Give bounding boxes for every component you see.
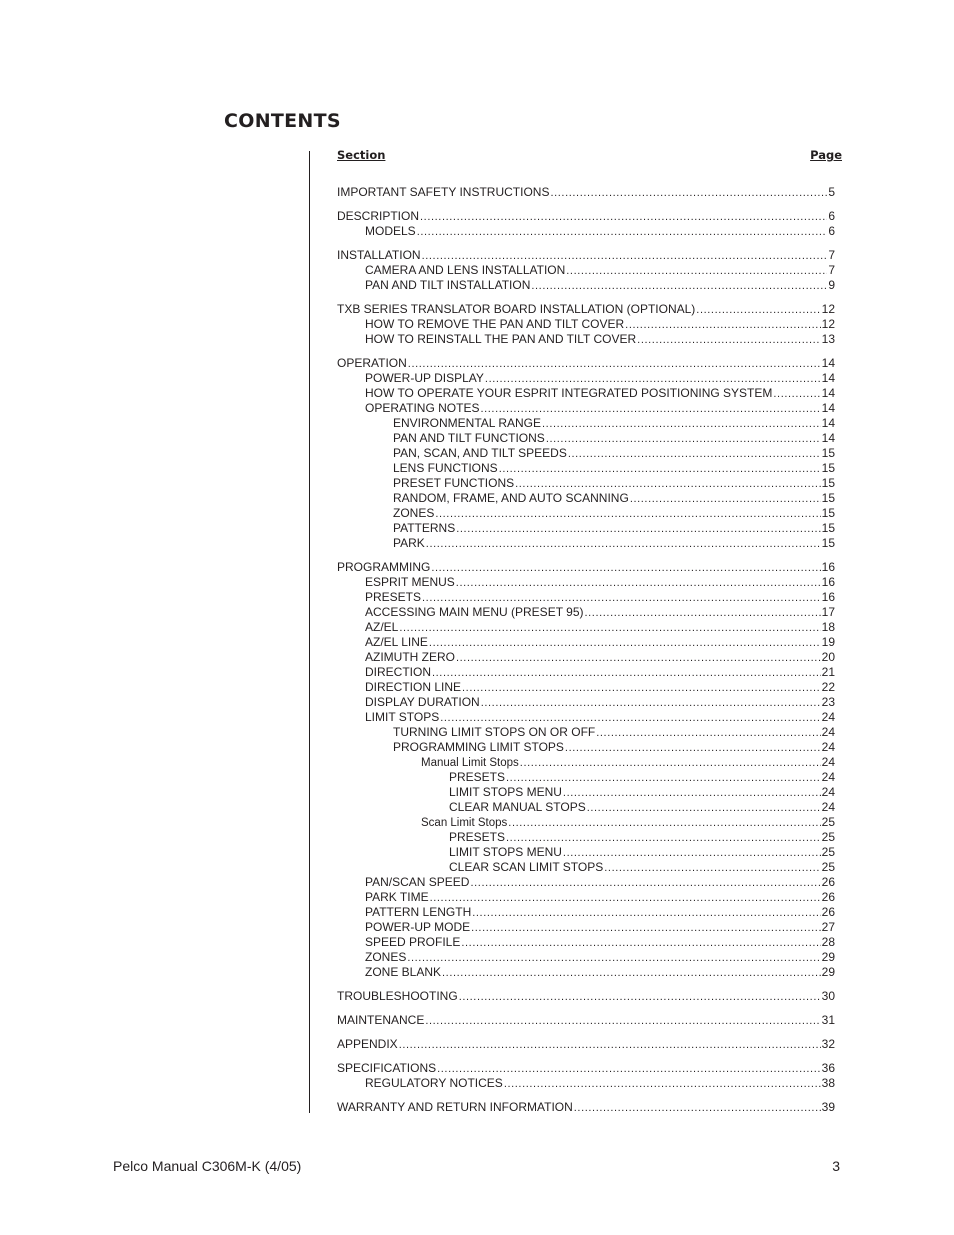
toc-leader-dots bbox=[574, 1100, 821, 1116]
toc-entry bbox=[337, 263, 835, 278]
toc-entry bbox=[337, 620, 835, 635]
toc-entry-page: 27 bbox=[821, 920, 835, 934]
toc-entry-page: 12 bbox=[821, 302, 835, 316]
toc-leader-dots bbox=[504, 1076, 821, 1092]
toc-entry-title: ZONES bbox=[393, 506, 435, 520]
toc-leader-dots bbox=[584, 605, 820, 621]
toc-entry-page: 19 bbox=[821, 635, 835, 649]
toc-entry-title: AZ/EL LINE bbox=[365, 635, 428, 649]
toc-entry bbox=[337, 785, 835, 800]
table-of-contents bbox=[337, 185, 835, 1115]
toc-leader-dots bbox=[422, 590, 821, 606]
toc-entry-title: DIRECTION LINE bbox=[365, 680, 462, 694]
toc-entry-title: DIRECTION bbox=[365, 665, 431, 679]
toc-entry bbox=[337, 710, 835, 725]
toc-leader-dots bbox=[508, 815, 820, 831]
toc-entry-title: REGULATORY NOTICES bbox=[365, 1076, 503, 1090]
toc-entry-page: 25 bbox=[821, 815, 835, 829]
toc-entry-title: LIMIT STOPS MENU bbox=[449, 845, 562, 859]
toc-entry-page: 12 bbox=[821, 317, 835, 331]
toc-entry bbox=[337, 770, 835, 785]
toc-entry-page: 25 bbox=[821, 860, 835, 874]
toc-entry bbox=[337, 560, 835, 575]
toc-entry-page: 24 bbox=[821, 770, 835, 784]
toc-entry bbox=[337, 1076, 835, 1091]
toc-leader-dots bbox=[459, 989, 821, 1005]
toc-leader-dots bbox=[407, 950, 820, 966]
toc-leader-dots bbox=[625, 317, 820, 333]
toc-entry bbox=[337, 371, 835, 386]
toc-entry-page: 20 bbox=[821, 650, 835, 664]
toc-entry bbox=[337, 755, 835, 770]
toc-entry bbox=[337, 431, 835, 446]
toc-entry-page: 15 bbox=[821, 506, 835, 520]
toc-entry bbox=[337, 461, 835, 476]
toc-entry-title: HOW TO OPERATE YOUR ESPRIT INTEGRATED POSITIONING SYSTEM bbox=[365, 386, 773, 400]
toc-leader-dots bbox=[563, 845, 821, 861]
toc-leader-dots bbox=[696, 302, 820, 318]
toc-entry-title: AZIMUTH ZERO bbox=[365, 650, 455, 664]
toc-entry-page: 21 bbox=[821, 665, 835, 679]
toc-entry-page: 14 bbox=[821, 371, 835, 385]
toc-entry bbox=[337, 680, 835, 695]
page-column-header: Page bbox=[810, 148, 842, 162]
toc-entry bbox=[337, 695, 835, 710]
page-title: CONTENTS bbox=[224, 110, 341, 132]
toc-entry-page: 16 bbox=[821, 590, 835, 604]
toc-entry-page: 6 bbox=[828, 209, 835, 223]
toc-leader-dots bbox=[442, 965, 821, 981]
toc-entry-page: 26 bbox=[821, 905, 835, 919]
toc-entry-page: 28 bbox=[821, 935, 835, 949]
toc-entry bbox=[337, 401, 835, 416]
toc-entry bbox=[337, 1100, 835, 1115]
toc-entry-page: 14 bbox=[821, 386, 835, 400]
toc-entry-page: 7 bbox=[828, 248, 835, 262]
toc-entry-page: 15 bbox=[821, 491, 835, 505]
toc-entry-title: ZONES bbox=[365, 950, 407, 964]
toc-leader-dots bbox=[431, 560, 820, 576]
toc-entry-title: PATTERNS bbox=[393, 521, 456, 535]
toc-entry-page: 24 bbox=[821, 710, 835, 724]
toc-entry bbox=[337, 248, 835, 263]
toc-leader-dots bbox=[499, 461, 821, 477]
toc-leader-dots bbox=[604, 860, 820, 876]
toc-entry-page: 15 bbox=[821, 461, 835, 475]
toc-leader-dots bbox=[550, 185, 827, 201]
toc-entry bbox=[337, 860, 835, 875]
toc-entry-title: PRESET FUNCTIONS bbox=[393, 476, 515, 490]
toc-leader-dots bbox=[437, 1061, 821, 1077]
toc-entry bbox=[337, 356, 835, 371]
toc-entry bbox=[337, 635, 835, 650]
toc-entry-page: 29 bbox=[821, 965, 835, 979]
toc-leader-dots bbox=[399, 1037, 821, 1053]
toc-leader-dots bbox=[506, 830, 821, 846]
toc-entry-page: 24 bbox=[821, 740, 835, 754]
toc-leader-dots bbox=[456, 650, 821, 666]
toc-entry bbox=[337, 1013, 835, 1028]
toc-entry-page: 14 bbox=[821, 431, 835, 445]
toc-entry-title: PROGRAMMING bbox=[337, 560, 431, 574]
toc-leader-dots bbox=[542, 416, 821, 432]
toc-leader-dots bbox=[520, 755, 821, 771]
toc-entry-page: 24 bbox=[821, 725, 835, 739]
toc-entry bbox=[337, 416, 835, 431]
toc-entry bbox=[337, 317, 835, 332]
toc-entry bbox=[337, 521, 835, 536]
toc-entry-title: PARK TIME bbox=[365, 890, 429, 904]
toc-entry bbox=[337, 302, 835, 317]
toc-entry bbox=[337, 725, 835, 740]
toc-entry-page: 25 bbox=[821, 845, 835, 859]
toc-entry-page: 15 bbox=[821, 476, 835, 490]
toc-entry bbox=[337, 209, 835, 224]
toc-entry-page: 18 bbox=[821, 620, 835, 634]
toc-entry bbox=[337, 491, 835, 506]
toc-leader-dots bbox=[565, 740, 821, 756]
footer-manual-title: Pelco Manual C306M-K (4/05) bbox=[113, 1158, 302, 1174]
toc-entry-page: 32 bbox=[821, 1037, 835, 1051]
toc-leader-dots bbox=[456, 521, 820, 537]
toc-leader-dots bbox=[596, 725, 820, 741]
toc-leader-dots bbox=[485, 371, 821, 387]
toc-entry bbox=[337, 446, 835, 461]
toc-entry bbox=[337, 905, 835, 920]
toc-entry-title: PROGRAMMING LIMIT STOPS bbox=[393, 740, 564, 754]
toc-entry-title: ENVIRONMENTAL RANGE bbox=[393, 416, 542, 430]
toc-entry bbox=[337, 950, 835, 965]
toc-entry-title: AZ/EL bbox=[365, 620, 399, 634]
toc-entry-title: SPECIFICATIONS bbox=[337, 1061, 437, 1075]
toc-leader-dots bbox=[630, 491, 821, 507]
toc-entry-title: PRESETS bbox=[365, 590, 422, 604]
toc-leader-dots bbox=[430, 890, 821, 906]
toc-entry bbox=[337, 740, 835, 755]
toc-entry-page: 24 bbox=[821, 800, 835, 814]
toc-entry-title: Scan Limit Stops bbox=[421, 817, 508, 829]
toc-entry bbox=[337, 989, 835, 1004]
toc-entry-page: 26 bbox=[821, 875, 835, 889]
toc-leader-dots bbox=[432, 665, 821, 681]
toc-entry-page: 7 bbox=[828, 263, 835, 277]
toc-leader-dots bbox=[435, 506, 820, 522]
toc-leader-dots bbox=[470, 875, 820, 891]
toc-entry bbox=[337, 830, 835, 845]
toc-entry bbox=[337, 935, 835, 950]
toc-entry bbox=[337, 476, 835, 491]
toc-leader-dots bbox=[531, 278, 827, 294]
toc-entry-page: 23 bbox=[821, 695, 835, 709]
toc-entry-title: HOW TO REMOVE THE PAN AND TILT COVER bbox=[365, 317, 625, 331]
toc-entry-page: 15 bbox=[821, 536, 835, 550]
toc-entry-title: APPENDIX bbox=[337, 1037, 398, 1051]
toc-entry-title: WARRANTY AND RETURN INFORMATION bbox=[337, 1100, 573, 1114]
toc-entry-title: ACCESSING MAIN MENU (PRESET 95) bbox=[365, 605, 584, 619]
toc-entry-page: 16 bbox=[821, 575, 835, 589]
toc-entry bbox=[337, 650, 835, 665]
toc-entry bbox=[337, 332, 835, 347]
toc-entry bbox=[337, 386, 835, 401]
toc-entry-title: TURNING LIMIT STOPS ON OR OFF bbox=[393, 725, 596, 739]
toc-entry bbox=[337, 506, 835, 521]
toc-leader-dots bbox=[422, 248, 828, 264]
toc-entry bbox=[337, 185, 835, 200]
toc-entry-page: 22 bbox=[821, 680, 835, 694]
toc-leader-dots bbox=[563, 785, 821, 801]
toc-leader-dots bbox=[480, 401, 820, 417]
toc-entry-page: 14 bbox=[821, 401, 835, 415]
toc-entry-title: TXB SERIES TRANSLATOR BOARD INSTALLATION (OPTIONAL) bbox=[337, 302, 696, 316]
divider-line bbox=[309, 151, 310, 1113]
toc-leader-dots bbox=[456, 575, 821, 591]
toc-entry-page: 16 bbox=[821, 560, 835, 574]
toc-leader-dots bbox=[471, 920, 821, 936]
toc-entry bbox=[337, 800, 835, 815]
toc-entry-title: PARK bbox=[393, 536, 425, 550]
toc-entry bbox=[337, 224, 835, 239]
toc-leader-dots bbox=[399, 620, 820, 636]
toc-entry-title: SPEED PROFILE bbox=[365, 935, 461, 949]
toc-entry bbox=[337, 1061, 835, 1076]
toc-entry-page: 29 bbox=[821, 950, 835, 964]
toc-entry-page: 30 bbox=[821, 989, 835, 1003]
toc-leader-dots bbox=[440, 710, 820, 726]
toc-entry-title: PAN AND TILT INSTALLATION bbox=[365, 278, 531, 292]
toc-entry-title: HOW TO REINSTALL THE PAN AND TILT COVER bbox=[365, 332, 637, 346]
toc-leader-dots bbox=[773, 386, 820, 402]
toc-entry-page: 24 bbox=[821, 785, 835, 799]
toc-entry bbox=[337, 1037, 835, 1052]
toc-leader-dots bbox=[425, 1013, 820, 1029]
toc-entry-page: 38 bbox=[821, 1076, 835, 1090]
toc-entry bbox=[337, 575, 835, 590]
toc-entry-title: CLEAR MANUAL STOPS bbox=[449, 800, 586, 814]
toc-leader-dots bbox=[637, 332, 820, 348]
toc-entry-title: IMPORTANT SAFETY INSTRUCTIONS bbox=[337, 185, 550, 199]
toc-entry-title: RANDOM, FRAME, AND AUTO SCANNING bbox=[393, 491, 629, 505]
toc-entry bbox=[337, 665, 835, 680]
toc-entry-title: DESCRIPTION bbox=[337, 209, 420, 223]
toc-entry-page: 31 bbox=[821, 1013, 835, 1027]
toc-entry-title: CAMERA AND LENS INSTALLATION bbox=[365, 263, 566, 277]
toc-entry-title: LIMIT STOPS bbox=[365, 710, 440, 724]
toc-entry bbox=[337, 920, 835, 935]
toc-leader-dots bbox=[568, 446, 821, 462]
toc-entry-title: OPERATION bbox=[337, 356, 407, 370]
toc-entry-title: DISPLAY DURATION bbox=[365, 695, 480, 709]
toc-entry-title: CLEAR SCAN LIMIT STOPS bbox=[449, 860, 604, 874]
toc-entry-page: 9 bbox=[828, 278, 835, 292]
toc-entry-page: 14 bbox=[821, 416, 835, 430]
toc-entry-page: 39 bbox=[821, 1100, 835, 1114]
toc-leader-dots bbox=[481, 695, 821, 711]
toc-leader-dots bbox=[515, 476, 821, 492]
toc-entry-page: 13 bbox=[821, 332, 835, 346]
toc-entry-title: PAN AND TILT FUNCTIONS bbox=[393, 431, 545, 445]
toc-entry bbox=[337, 536, 835, 551]
toc-leader-dots bbox=[461, 935, 820, 951]
toc-entry-title: OPERATING NOTES bbox=[365, 401, 480, 415]
toc-entry-title: POWER-UP MODE bbox=[365, 920, 471, 934]
toc-entry-page: 24 bbox=[821, 755, 835, 769]
footer-page-number: 3 bbox=[832, 1158, 840, 1174]
toc-entry-title: PRESETS bbox=[449, 830, 506, 844]
toc-entry-page: 17 bbox=[821, 605, 835, 619]
toc-leader-dots bbox=[472, 905, 820, 921]
toc-entry-page: 26 bbox=[821, 890, 835, 904]
toc-entry-title: LENS FUNCTIONS bbox=[393, 461, 498, 475]
toc-entry-page: 25 bbox=[821, 830, 835, 844]
toc-leader-dots bbox=[429, 635, 821, 651]
toc-entry-page: 5 bbox=[828, 185, 835, 199]
toc-entry-title: ZONE BLANK bbox=[365, 965, 442, 979]
toc-entry-title: ESPRIT MENUS bbox=[365, 575, 455, 589]
toc-entry-page: 6 bbox=[828, 224, 835, 238]
toc-entry bbox=[337, 965, 835, 980]
toc-leader-dots bbox=[566, 263, 827, 279]
toc-leader-dots bbox=[587, 800, 821, 816]
section-column-header: Section bbox=[337, 148, 386, 162]
toc-leader-dots bbox=[462, 680, 821, 696]
toc-entry bbox=[337, 875, 835, 890]
toc-entry-title: PRESETS bbox=[449, 770, 506, 784]
toc-entry bbox=[337, 605, 835, 620]
toc-entry bbox=[337, 278, 835, 293]
toc-entry-page: 14 bbox=[821, 356, 835, 370]
toc-entry bbox=[337, 845, 835, 860]
toc-leader-dots bbox=[408, 356, 821, 372]
toc-entry-title: LIMIT STOPS MENU bbox=[449, 785, 562, 799]
toc-leader-dots bbox=[420, 209, 827, 225]
toc-leader-dots bbox=[417, 224, 828, 240]
toc-entry-title: MODELS bbox=[365, 224, 416, 238]
toc-entry bbox=[337, 590, 835, 605]
toc-entry-page: 15 bbox=[821, 446, 835, 460]
toc-leader-dots bbox=[426, 536, 821, 552]
toc-entry-page: 15 bbox=[821, 521, 835, 535]
toc-entry-title: TROUBLESHOOTING bbox=[337, 989, 458, 1003]
toc-entry-title: PATTERN LENGTH bbox=[365, 905, 472, 919]
toc-entry-title: PAN, SCAN, AND TILT SPEEDS bbox=[393, 446, 567, 460]
toc-leader-dots bbox=[546, 431, 821, 447]
toc-leader-dots bbox=[506, 770, 821, 786]
toc-entry-title: PAN/SCAN SPEED bbox=[365, 875, 470, 889]
toc-entry-title: INSTALLATION bbox=[337, 248, 421, 262]
toc-entry bbox=[337, 815, 835, 830]
toc-entry-page: 36 bbox=[821, 1061, 835, 1075]
toc-entry-title: POWER-UP DISPLAY bbox=[365, 371, 484, 385]
toc-entry-title: MAINTENANCE bbox=[337, 1013, 425, 1027]
toc-entry-title: Manual Limit Stops bbox=[421, 757, 519, 769]
toc-entry bbox=[337, 890, 835, 905]
